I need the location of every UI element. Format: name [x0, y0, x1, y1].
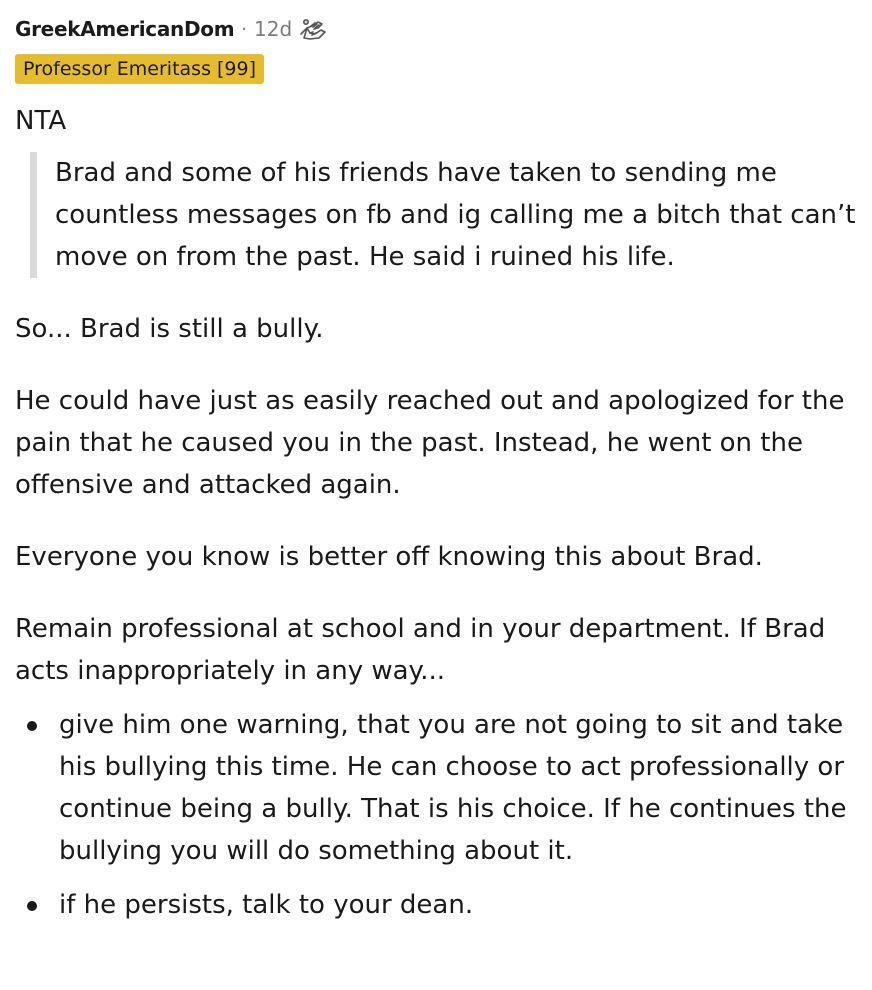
- list-item-text: give him one warning, that you are not going to sit and take his bullying this time. He can choose to act professionally or continue being a bully. That is his choice. If he continues the bullying you will do something about it.: [59, 710, 847, 866]
- paragraph: Everyone you know is better off knowing this about Brad.: [15, 542, 763, 572]
- quote-text: Brad and some of his friends have taken to sending me countless messages on fb and ig calling me a bitch that can’t move on from the past. He said i ruined his life.: [55, 158, 856, 272]
- list-item: [15, 884, 865, 926]
- helping-hand-award-icon[interactable]: [298, 14, 328, 44]
- paragraph: So... Brad is still a bully.: [15, 314, 324, 344]
- paragraph: He could have just as easily reached out and apologized for the pain that he caused you in the past. Instead, he went on the offensive and attacked again.: [15, 386, 845, 500]
- comment-body: [15, 100, 865, 926]
- blockquote: [30, 152, 865, 278]
- bullet-list: [15, 704, 865, 926]
- list-item-text: if he persists, talk to your dean.: [59, 890, 474, 920]
- verdict-text: NTA: [15, 106, 67, 136]
- author-username[interactable]: GreekAmericanDom: [15, 17, 235, 41]
- comment-age[interactable]: 12d: [254, 17, 293, 41]
- bullet-dot-icon: [27, 901, 37, 911]
- meta-separator: ·: [241, 18, 248, 40]
- comment-meta: [15, 14, 328, 44]
- user-flair-badge: Professor Emeritass [99]: [15, 54, 264, 84]
- paragraph: Remain professional at school and in your department. If Brad acts inappropriately in any way...: [15, 614, 826, 686]
- bullet-dot-icon: [27, 721, 37, 731]
- list-item: [15, 704, 865, 872]
